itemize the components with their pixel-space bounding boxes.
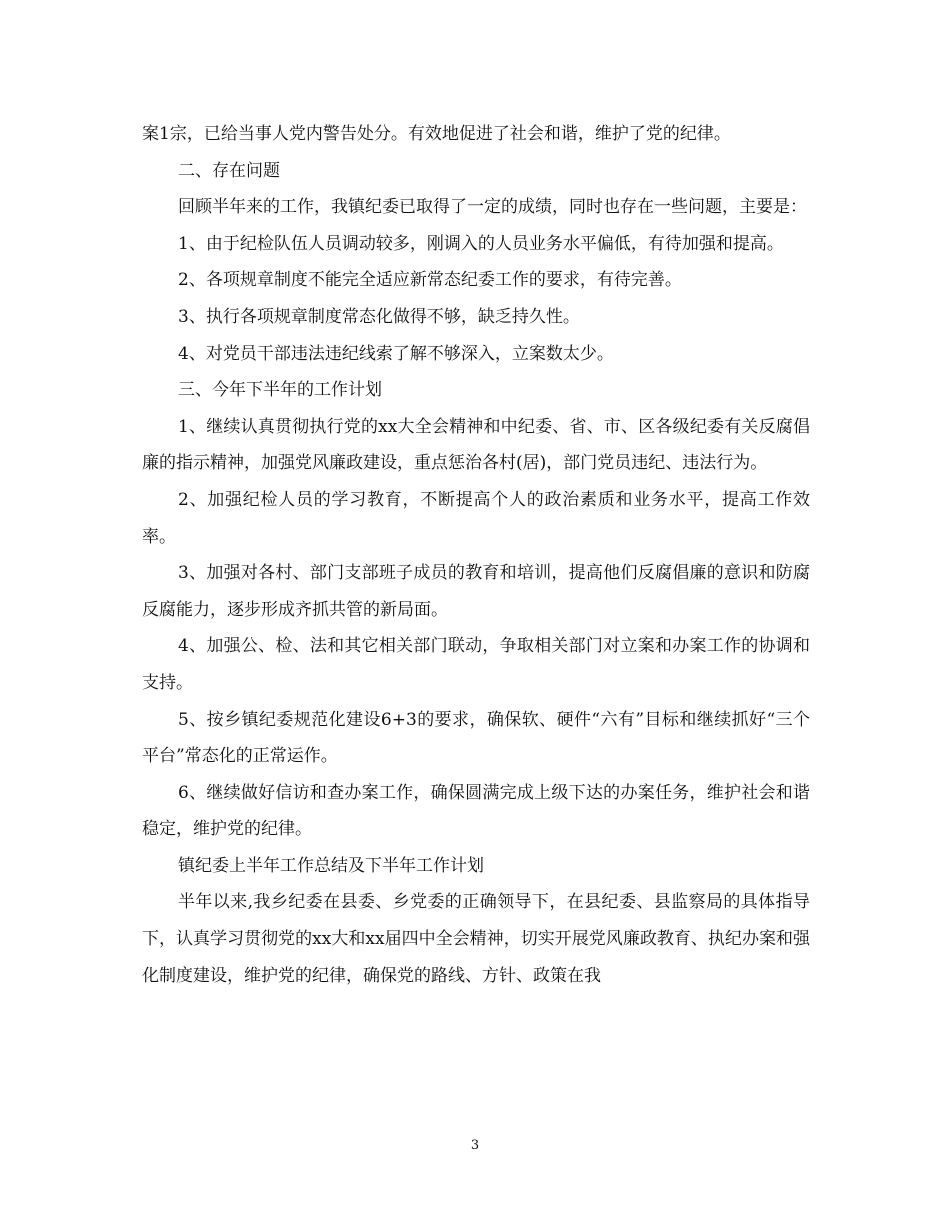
page-number: 3: [470, 1138, 480, 1153]
list-item: 3、加强对各村、部门支部班子成员的教育和培训，提高他们反腐倡廉的意识和防腐反腐能力，逐步形成齐抓共管的新局面。: [142, 563, 810, 620]
list-item: 3、执行各项规章制度常态化做得不够，缺乏持久性。: [178, 306, 580, 327]
list-item: 4、加强公、检、法和其它相关部门联动，争取相关部门对立案和办案工作的协调和支持。: [142, 636, 810, 693]
paragraph: 回顾半年来的工作，我镇纪委已取得了一定的成绩，同时也存在一些问题，主要是：: [178, 197, 807, 218]
section-heading-plan: 三、今年下半年的工作计划: [178, 380, 382, 401]
list-item: 2、各项规章制度不能完全适应新常态纪委工作的要求，有待完善。: [178, 270, 682, 291]
list-item: 1、由于纪检队伍人员调动较多，刚调入的人员业务水平偏低，有待加强和提高。: [178, 233, 784, 254]
document-title: 镇纪委上半年工作总结及下半年工作计划: [178, 855, 484, 876]
document-body: [142, 116, 810, 994]
section-heading-problems: 二、存在问题: [178, 160, 280, 181]
list-item: 4、对党员干部违法违纪线索了解不够深入，立案数太少。: [178, 343, 614, 364]
paragraph: 半年以来,我乡纪委在县委、乡党委的正确领导下，在县纪委、县监察局的具体指导下，认真学习贯彻党的xx大和xx届四中全会精神，切实开展党风廉政教育、执纪办案和强化制度建设，维护党的纪律，确保党的路线、方针、政策在我: [142, 892, 810, 986]
list-item: 1、继续认真贯彻执行党的xx大全会精神和中纪委、省、市、区各级纪委有关反腐倡廉的指示精神，加强党风廉政建设，重点惩治各村(居)，部门党员违纪、违法行为。: [142, 416, 810, 474]
list-item: 6、继续做好信访和查办案工作，确保圆满完成上级下达的办案任务，维护社会和谐稳定，维护党的纪律。: [142, 782, 810, 840]
paragraph: 案1宗，已给当事人党内警告处分。有效地促进了社会和谐，维护了党的纪律。: [142, 124, 731, 144]
list-item: 5、按乡镇纪委规范化建设6+3的要求，确保软、硬件“六有”目标和继续抓好“三个平台”常态化的正常运作。: [142, 709, 810, 767]
list-item: 2、加强纪检人员的学习教育，不断提高个人的政治素质和业务水平，提高工作效率。: [142, 489, 810, 547]
